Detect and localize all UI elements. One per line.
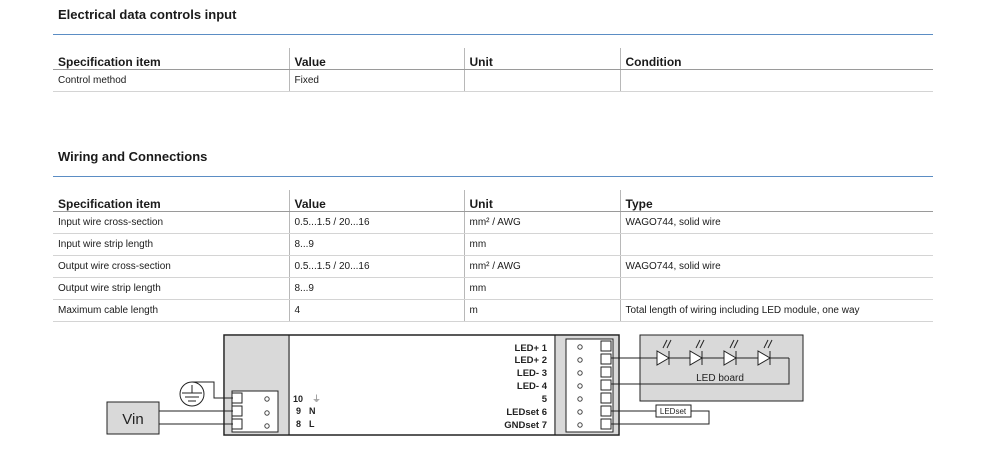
table-cell: Input wire cross-section [53, 212, 289, 234]
output-terminal-label: LED- 4 [516, 381, 547, 392]
table-cell: 4 [289, 300, 464, 322]
section-title-electrical: Electrical data controls input [58, 7, 237, 22]
section-title-wiring: Wiring and Connections [58, 149, 208, 164]
terminal-symbol: L [309, 419, 315, 429]
terminal-label: 10 [293, 394, 304, 404]
ledset-resistor [656, 405, 691, 417]
output-terminal-block [566, 339, 613, 432]
table-cell: mm² / AWG [464, 212, 620, 234]
output-terminal-label: LED- 3 [516, 368, 547, 379]
table-cell: Total length of wiring including LED module, one way [620, 300, 933, 322]
column-header: Type [620, 190, 933, 212]
table-cell: m [464, 300, 620, 322]
output-terminal-label: 5 [541, 394, 547, 405]
column-header: Value [289, 48, 464, 70]
table-cell: Output wire cross-section [53, 256, 289, 278]
table-cell: mm² / AWG [464, 256, 620, 278]
terminal-label: 9 [296, 406, 302, 416]
output-terminal-label: LED+ 2 [514, 355, 547, 366]
column-header: Specification item [53, 48, 289, 70]
column-header: Condition [620, 48, 933, 70]
table-cell: mm [464, 278, 620, 300]
output-terminal-label: LEDset 6 [506, 407, 547, 418]
output-terminal-label: GNDset 7 [504, 420, 547, 431]
table-cell: mm [464, 234, 620, 256]
led-board-label: LED board [696, 373, 744, 384]
table-cell: Control method [53, 70, 289, 92]
table-cell: WAGO744, solid wire [620, 212, 933, 234]
vin-source [107, 402, 159, 434]
terminal-label: 8 [296, 419, 302, 429]
column-header: Unit [464, 190, 620, 212]
output-terminal-label: LED+ 1 [514, 343, 547, 354]
table-cell: Output wire strip length [53, 278, 289, 300]
table-cell: WAGO744, solid wire [620, 256, 933, 278]
input-terminal-block [232, 391, 278, 432]
ground-icon [180, 382, 204, 406]
table-cell: Input wire strip length [53, 234, 289, 256]
table-cell: Maximum cable length [53, 300, 289, 322]
earth-symbol: ⏚ [312, 394, 322, 404]
column-header: Unit [464, 48, 620, 70]
terminal-symbol: N [309, 406, 316, 416]
table-cell: Fixed [289, 70, 464, 92]
led-board [611, 335, 803, 401]
table-cell: 8...9 [289, 234, 464, 256]
column-header: Value [289, 190, 464, 212]
column-header: Specification item [53, 190, 289, 212]
table-cell: 8...9 [289, 278, 464, 300]
ledset-label: LEDset [659, 407, 687, 416]
vin-label: Vin [122, 411, 144, 428]
table-cell: 0.5...1.5 / 20...16 [289, 212, 464, 234]
table-cell: 0.5...1.5 / 20...16 [289, 256, 464, 278]
